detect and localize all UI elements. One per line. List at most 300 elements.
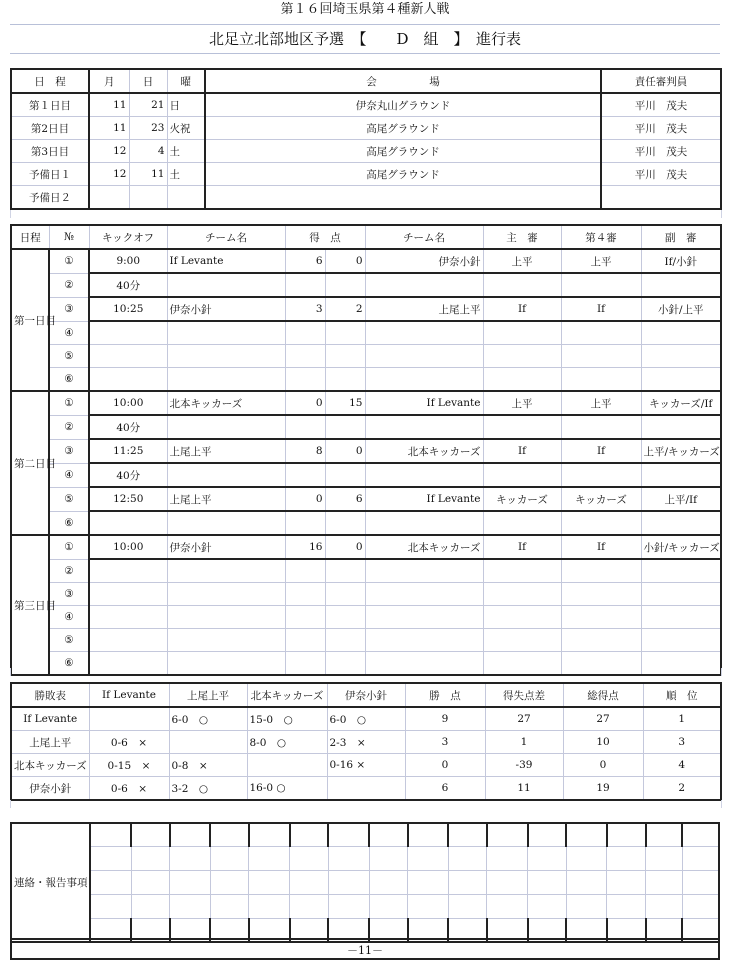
match-score-home: 6 bbox=[285, 249, 325, 273]
notes-row bbox=[11, 895, 719, 919]
match-number: ③ bbox=[49, 583, 89, 606]
notes-cell bbox=[682, 847, 719, 871]
match-team-home bbox=[167, 368, 285, 392]
notes-cell bbox=[369, 895, 408, 919]
notes-cell bbox=[170, 895, 211, 919]
notes-cell bbox=[408, 895, 449, 919]
notes-cell bbox=[290, 871, 329, 895]
match-score-away bbox=[325, 273, 365, 297]
match-number: ③ bbox=[49, 439, 89, 463]
match-score-home bbox=[285, 629, 325, 652]
match-score-home bbox=[285, 321, 325, 345]
match-row bbox=[11, 415, 721, 439]
match-team-away bbox=[365, 559, 483, 583]
match-referee bbox=[483, 463, 561, 487]
match-referee bbox=[483, 273, 561, 297]
standings-goal-difference: -39 bbox=[485, 754, 563, 777]
notes-cell bbox=[170, 871, 211, 895]
match-fourth-official bbox=[561, 368, 641, 392]
standings-header-cell: 伊奈小針 bbox=[327, 683, 405, 707]
notes-row bbox=[11, 823, 719, 847]
schedule-day: 4 bbox=[129, 140, 167, 163]
match-number: ① bbox=[49, 249, 89, 273]
schedule-row bbox=[11, 117, 721, 140]
notes-cell bbox=[528, 895, 567, 919]
notes-cell bbox=[528, 847, 567, 871]
match-team-home: 上尾上平 bbox=[167, 487, 285, 511]
match-header-cell: チーム名 bbox=[365, 225, 483, 249]
match-team-away: If Levante bbox=[365, 391, 483, 415]
standings-result-cell: 6-0 ○ bbox=[327, 707, 405, 731]
schedule-weekday: 日 bbox=[167, 93, 205, 117]
match-team-away bbox=[365, 463, 483, 487]
match-score-away bbox=[325, 559, 365, 583]
match-number: ① bbox=[49, 535, 89, 559]
schedule-weekday: 土 bbox=[167, 163, 205, 186]
match-number: ④ bbox=[49, 463, 89, 487]
standings-result-cell: 8-0 ○ bbox=[247, 731, 327, 754]
standings-result-cell: 0-16 × bbox=[327, 754, 405, 777]
match-kickoff: 9:00 bbox=[89, 249, 167, 273]
match-assistant-referee bbox=[641, 583, 721, 606]
notes-cell bbox=[290, 823, 329, 847]
match-score-away: 2 bbox=[325, 297, 365, 321]
notes-cell bbox=[566, 871, 607, 895]
match-kickoff bbox=[89, 629, 167, 652]
notes-cell bbox=[328, 823, 369, 847]
schedule-month: 12 bbox=[89, 140, 129, 163]
match-row bbox=[11, 511, 721, 535]
match-referee bbox=[483, 368, 561, 392]
schedule-referee bbox=[601, 186, 721, 210]
schedule-referee: 平川 茂夫 bbox=[601, 140, 721, 163]
notes-cell bbox=[487, 847, 528, 871]
notes-cell bbox=[448, 871, 487, 895]
notes-cell bbox=[249, 895, 290, 919]
schedule-day-label: 予備日１ bbox=[11, 163, 89, 186]
match-referee bbox=[483, 345, 561, 368]
notes-cell bbox=[528, 823, 567, 847]
notes-cell bbox=[210, 871, 249, 895]
schedule-header-cell: 責任審判員 bbox=[601, 69, 721, 93]
match-fourth-official bbox=[561, 463, 641, 487]
standings-header-cell: 順 位 bbox=[643, 683, 721, 707]
match-team-away bbox=[365, 629, 483, 652]
match-score-home bbox=[285, 273, 325, 297]
match-fourth-official bbox=[561, 629, 641, 652]
match-referee bbox=[483, 415, 561, 439]
notes-cell bbox=[90, 823, 131, 847]
notes-cell bbox=[448, 847, 487, 871]
match-header-cell: № bbox=[49, 225, 89, 249]
match-score-away bbox=[325, 415, 365, 439]
match-row bbox=[11, 321, 721, 345]
match-assistant-referee bbox=[641, 321, 721, 345]
standings-total-goals: 19 bbox=[563, 777, 643, 801]
match-score-away bbox=[325, 606, 365, 629]
match-kickoff bbox=[89, 606, 167, 629]
notes-cell bbox=[448, 823, 487, 847]
match-team-home bbox=[167, 606, 285, 629]
match-kickoff: 10:25 bbox=[89, 297, 167, 321]
match-team-home bbox=[167, 321, 285, 345]
match-team-away bbox=[365, 606, 483, 629]
match-fourth-official bbox=[561, 321, 641, 345]
schedule-row bbox=[11, 140, 721, 163]
match-assistant-referee bbox=[641, 415, 721, 439]
standings-table bbox=[10, 682, 722, 801]
match-schedule-table bbox=[10, 224, 722, 676]
notes-cell bbox=[487, 823, 528, 847]
standings-team-name: 伊奈小針 bbox=[11, 777, 89, 801]
match-team-home: 北本キッカーズ bbox=[167, 391, 285, 415]
standings-total-goals: 10 bbox=[563, 731, 643, 754]
standings-header-cell: 北本キッカーズ bbox=[247, 683, 327, 707]
match-fourth-official: If bbox=[561, 297, 641, 321]
notes-cell bbox=[290, 895, 329, 919]
notes-cell bbox=[528, 871, 567, 895]
schedule-weekday: 土 bbox=[167, 140, 205, 163]
notes-cell bbox=[682, 895, 719, 919]
match-score-home bbox=[285, 463, 325, 487]
match-kickoff bbox=[89, 368, 167, 392]
match-assistant-referee: 上平/キッカーズ bbox=[641, 439, 721, 463]
notes-table bbox=[10, 822, 720, 943]
match-team-away bbox=[365, 583, 483, 606]
match-score-away bbox=[325, 583, 365, 606]
notes-cell bbox=[90, 847, 131, 871]
standings-goal-difference: 11 bbox=[485, 777, 563, 801]
standings-result-cell: 0-6 × bbox=[89, 777, 169, 801]
schedule-day-label: 第１日目 bbox=[11, 93, 89, 117]
notes-cell bbox=[369, 847, 408, 871]
notes-cell bbox=[566, 847, 607, 871]
match-score-away: 0 bbox=[325, 535, 365, 559]
schedule-weekday: 火祝 bbox=[167, 117, 205, 140]
match-kickoff: 40分 bbox=[89, 273, 167, 297]
standings-result-cell: 3-2 ○ bbox=[169, 777, 247, 801]
standings-points: 3 bbox=[405, 731, 485, 754]
schedule-weekday bbox=[167, 186, 205, 210]
match-team-home: 伊奈小針 bbox=[167, 535, 285, 559]
match-row bbox=[11, 439, 721, 463]
match-day-label: 第三日目 bbox=[11, 535, 49, 675]
match-number: ② bbox=[49, 559, 89, 583]
match-row bbox=[11, 583, 721, 606]
match-score-away bbox=[325, 629, 365, 652]
match-assistant-referee bbox=[641, 511, 721, 535]
notes-cell bbox=[170, 823, 211, 847]
match-number: ⑥ bbox=[49, 368, 89, 392]
match-header-cell: 日程 bbox=[11, 225, 49, 249]
standings-rank: 2 bbox=[643, 777, 721, 801]
match-referee bbox=[483, 629, 561, 652]
match-kickoff bbox=[89, 511, 167, 535]
match-kickoff bbox=[89, 345, 167, 368]
schedule-day-label: 第3日目 bbox=[11, 140, 89, 163]
match-score-home bbox=[285, 559, 325, 583]
schedule-venue: 高尾グラウンド bbox=[205, 117, 601, 140]
match-header-cell: 第４審 bbox=[561, 225, 641, 249]
standings-self-cell bbox=[89, 707, 169, 731]
notes-cell bbox=[210, 847, 249, 871]
match-team-home bbox=[167, 415, 285, 439]
schedule-month: 11 bbox=[89, 117, 129, 140]
match-team-away: 北本キッカーズ bbox=[365, 439, 483, 463]
standings-points: 0 bbox=[405, 754, 485, 777]
schedule-header-cell: 日 程 bbox=[11, 69, 89, 93]
schedule-day: 23 bbox=[129, 117, 167, 140]
match-team-home bbox=[167, 511, 285, 535]
match-score-home: 0 bbox=[285, 487, 325, 511]
match-fourth-official: If bbox=[561, 535, 641, 559]
match-score-home: 3 bbox=[285, 297, 325, 321]
notes-cell bbox=[290, 847, 329, 871]
match-referee: 上平 bbox=[483, 249, 561, 273]
notes-cell bbox=[607, 823, 646, 847]
notes-cell bbox=[607, 847, 646, 871]
notes-cell bbox=[249, 871, 290, 895]
notes-cell bbox=[369, 823, 408, 847]
schedule-header-row bbox=[11, 69, 721, 93]
match-score-home bbox=[285, 345, 325, 368]
notes-cell bbox=[408, 823, 449, 847]
match-fourth-official bbox=[561, 583, 641, 606]
match-referee: If bbox=[483, 535, 561, 559]
notes-cell bbox=[682, 871, 719, 895]
standings-goal-difference: 1 bbox=[485, 731, 563, 754]
match-row bbox=[11, 273, 721, 297]
match-assistant-referee: 小針/上平 bbox=[641, 297, 721, 321]
match-header-cell: 副 審 bbox=[641, 225, 721, 249]
standings-points: 9 bbox=[405, 707, 485, 731]
match-kickoff: 12:50 bbox=[89, 487, 167, 511]
notes-cell bbox=[249, 847, 290, 871]
schedule-day-label: 予備日２ bbox=[11, 186, 89, 210]
standings-self-cell bbox=[169, 731, 247, 754]
match-score-away bbox=[325, 321, 365, 345]
standings-result-cell: 15-0 ○ bbox=[247, 707, 327, 731]
schedule-row bbox=[11, 93, 721, 117]
match-assistant-referee bbox=[641, 368, 721, 392]
standings-result-cell: 6-0 ○ bbox=[169, 707, 247, 731]
standings-goal-difference: 27 bbox=[485, 707, 563, 731]
standings-header-row bbox=[11, 683, 721, 707]
match-fourth-official bbox=[561, 415, 641, 439]
standings-row bbox=[11, 754, 721, 777]
match-assistant-referee: キッカーズ/If bbox=[641, 391, 721, 415]
match-referee: キッカーズ bbox=[483, 487, 561, 511]
schedule-venue: 高尾グラウンド bbox=[205, 140, 601, 163]
schedule-venue: 伊奈丸山グラウンド bbox=[205, 93, 601, 117]
schedule-month bbox=[89, 186, 129, 210]
notes-cell bbox=[210, 823, 249, 847]
match-referee bbox=[483, 583, 561, 606]
standings-header-cell: 上尾上平 bbox=[169, 683, 247, 707]
match-team-home bbox=[167, 583, 285, 606]
match-team-away bbox=[365, 273, 483, 297]
match-fourth-official: If bbox=[561, 439, 641, 463]
schedule-referee: 平川 茂夫 bbox=[601, 117, 721, 140]
match-score-away bbox=[325, 463, 365, 487]
standings-header-cell: 得失点差 bbox=[485, 683, 563, 707]
match-row bbox=[11, 345, 721, 368]
match-team-away: 北本キッカーズ bbox=[365, 535, 483, 559]
match-row bbox=[11, 463, 721, 487]
notes-cell bbox=[131, 847, 170, 871]
notes-cell bbox=[607, 871, 646, 895]
match-assistant-referee bbox=[641, 463, 721, 487]
schedule-header-cell: 会 場 bbox=[205, 69, 601, 93]
match-day-label: 第一日目 bbox=[11, 249, 49, 391]
notes-cell bbox=[487, 895, 528, 919]
match-fourth-official: 上平 bbox=[561, 391, 641, 415]
match-kickoff: 40分 bbox=[89, 415, 167, 439]
match-kickoff: 10:00 bbox=[89, 391, 167, 415]
notes-label: 連絡・報告事項 bbox=[11, 823, 90, 942]
notes-cell bbox=[646, 871, 683, 895]
standings-total-goals: 27 bbox=[563, 707, 643, 731]
notes-cell bbox=[90, 871, 131, 895]
match-team-home bbox=[167, 345, 285, 368]
match-row bbox=[11, 391, 721, 415]
match-header-cell: キックオフ bbox=[89, 225, 167, 249]
schedule-day: 11 bbox=[129, 163, 167, 186]
standings-result-cell: 0-6 × bbox=[89, 731, 169, 754]
match-assistant-referee bbox=[641, 606, 721, 629]
schedule-day bbox=[129, 186, 167, 210]
schedule-row bbox=[11, 163, 721, 186]
match-team-away: 上尾上平 bbox=[365, 297, 483, 321]
notes-cell bbox=[646, 847, 683, 871]
match-team-away bbox=[365, 321, 483, 345]
notes-cell bbox=[131, 871, 170, 895]
schedule-referee: 平川 茂夫 bbox=[601, 93, 721, 117]
match-kickoff bbox=[89, 559, 167, 583]
standings-team-name: 北本キッカーズ bbox=[11, 754, 89, 777]
match-fourth-official bbox=[561, 559, 641, 583]
match-number: ⑥ bbox=[49, 511, 89, 535]
match-assistant-referee bbox=[641, 629, 721, 652]
standings-row bbox=[11, 777, 721, 801]
schedule-header-cell: 曜 bbox=[167, 69, 205, 93]
match-referee bbox=[483, 606, 561, 629]
schedule-venue bbox=[205, 186, 601, 210]
notes-cell bbox=[408, 847, 449, 871]
standings-result-cell: 16-0 ○ bbox=[247, 777, 327, 801]
standings-rank: 4 bbox=[643, 754, 721, 777]
match-kickoff: 10:00 bbox=[89, 535, 167, 559]
match-score-home: 8 bbox=[285, 439, 325, 463]
standings-header-cell: 勝敗表 bbox=[11, 683, 89, 707]
schedule-referee: 平川 茂夫 bbox=[601, 163, 721, 186]
match-row bbox=[11, 487, 721, 511]
match-score-home bbox=[285, 606, 325, 629]
match-referee bbox=[483, 511, 561, 535]
match-score-home bbox=[285, 415, 325, 439]
notes-cell bbox=[646, 895, 683, 919]
match-score-away bbox=[325, 345, 365, 368]
match-fourth-official bbox=[561, 273, 641, 297]
tournament-title: 第１６回埼玉県第４種新人戦 bbox=[280, 2, 450, 17]
match-number: ⑤ bbox=[49, 629, 89, 652]
schedule-header-cell: 月 bbox=[89, 69, 129, 93]
schedule-month: 12 bbox=[89, 163, 129, 186]
match-assistant-referee bbox=[641, 559, 721, 583]
notes-row bbox=[11, 871, 719, 895]
match-assistant-referee: 小針/キッカーズ bbox=[641, 535, 721, 559]
match-row bbox=[11, 606, 721, 629]
match-score-away bbox=[325, 511, 365, 535]
schedule-venue: 高尾グラウンド bbox=[205, 163, 601, 186]
match-header-row bbox=[11, 225, 721, 249]
match-fourth-official bbox=[561, 345, 641, 368]
notes-cell bbox=[682, 823, 719, 847]
match-score-home: 0 bbox=[285, 391, 325, 415]
notes-cell bbox=[131, 895, 170, 919]
notes-cell bbox=[131, 823, 170, 847]
match-header-cell: チーム名 bbox=[167, 225, 285, 249]
notes-cell bbox=[328, 847, 369, 871]
notes-cell bbox=[249, 823, 290, 847]
match-team-home bbox=[167, 273, 285, 297]
match-row bbox=[11, 297, 721, 321]
match-kickoff: 11:25 bbox=[89, 439, 167, 463]
standings-header-cell: 勝 点 bbox=[405, 683, 485, 707]
page-number: －11－ bbox=[10, 938, 720, 960]
notes-cell bbox=[566, 895, 607, 919]
standings-result-cell: 2-3 × bbox=[327, 731, 405, 754]
match-assistant-referee: 上平/If bbox=[641, 487, 721, 511]
match-score-home bbox=[285, 511, 325, 535]
standings-result-cell: 0-8 × bbox=[169, 754, 247, 777]
match-number: ② bbox=[49, 415, 89, 439]
match-number: ② bbox=[49, 273, 89, 297]
notes-row bbox=[11, 847, 719, 871]
page-title: 北足立北部地区予選 【 D 組 】 進行表 bbox=[10, 24, 720, 54]
match-row bbox=[11, 368, 721, 392]
notes-cell bbox=[448, 895, 487, 919]
notes-cell bbox=[646, 823, 683, 847]
standings-self-cell bbox=[247, 754, 327, 777]
standings-total-goals: 0 bbox=[563, 754, 643, 777]
schedule-month: 11 bbox=[89, 93, 129, 117]
match-kickoff bbox=[89, 583, 167, 606]
match-number: ④ bbox=[49, 606, 89, 629]
match-team-away: If Levante bbox=[365, 487, 483, 511]
match-kickoff bbox=[89, 321, 167, 345]
standings-team-name: If Levante bbox=[11, 707, 89, 731]
standings-rank: 1 bbox=[643, 707, 721, 731]
match-score-away bbox=[325, 368, 365, 392]
notes-cell bbox=[566, 823, 607, 847]
match-number: ⑤ bbox=[49, 487, 89, 511]
match-referee bbox=[483, 559, 561, 583]
match-team-home bbox=[167, 559, 285, 583]
match-assistant-referee bbox=[641, 273, 721, 297]
match-assistant-referee: If/小針 bbox=[641, 249, 721, 273]
match-referee: If bbox=[483, 297, 561, 321]
notes-cell bbox=[487, 871, 528, 895]
match-header-cell: 主 審 bbox=[483, 225, 561, 249]
match-team-home bbox=[167, 463, 285, 487]
match-assistant-referee bbox=[641, 345, 721, 368]
standings-result-cell: 0-15 × bbox=[89, 754, 169, 777]
standings-header-cell: If Levante bbox=[89, 683, 169, 707]
match-score-home: 16 bbox=[285, 535, 325, 559]
notes-cell bbox=[210, 895, 249, 919]
standings-header-cell: 総得点 bbox=[563, 683, 643, 707]
